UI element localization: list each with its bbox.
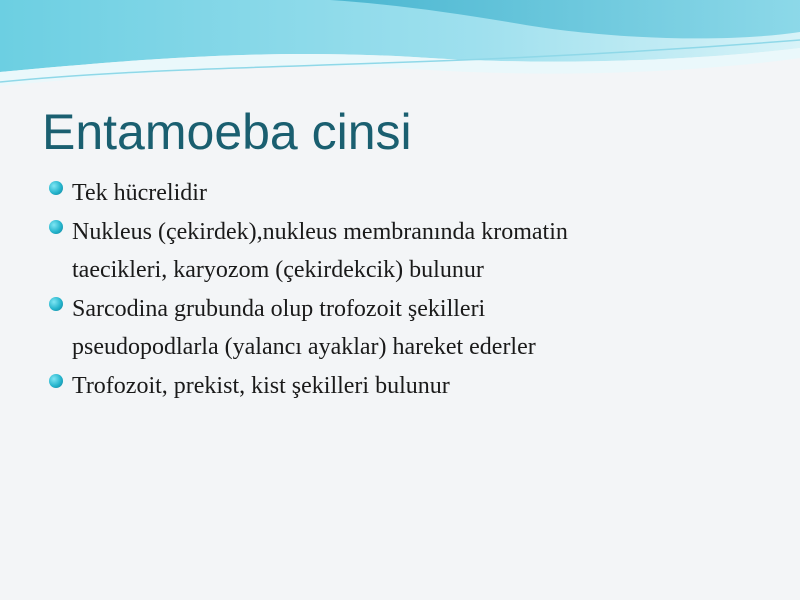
bullet-dot-icon [49,220,63,234]
slide-title: Entamoeba cinsi [42,104,412,160]
bullet-dot-icon [49,374,63,388]
bullet-list [48,174,768,406]
bullet-item [48,174,768,212]
bullet-text-line: taecikleri, karyozom (çekirdekcik) bulunur [72,257,484,283]
bullet-item [48,290,768,366]
bullet-text-line: pseudopodlarla (yalancı ayaklar) hareket ederler [72,334,536,360]
bullet-text-line: Nukleus (çekirdek),nukleus membranında kromatin [72,219,568,245]
bullet-dot-icon [49,181,63,195]
bullet-item [48,367,768,405]
bullet-text-line: Tek hücrelidir [72,180,207,206]
bullet-text-line: Trofozoit, prekist, kist şekilleri bulunur [72,373,450,399]
bullet-item [48,213,768,289]
bullet-dot-icon [49,297,63,311]
bullet-text-line: Sarcodina grubunda olup trofozoit şekilleri [72,296,486,322]
header-wave-decoration [0,0,800,110]
